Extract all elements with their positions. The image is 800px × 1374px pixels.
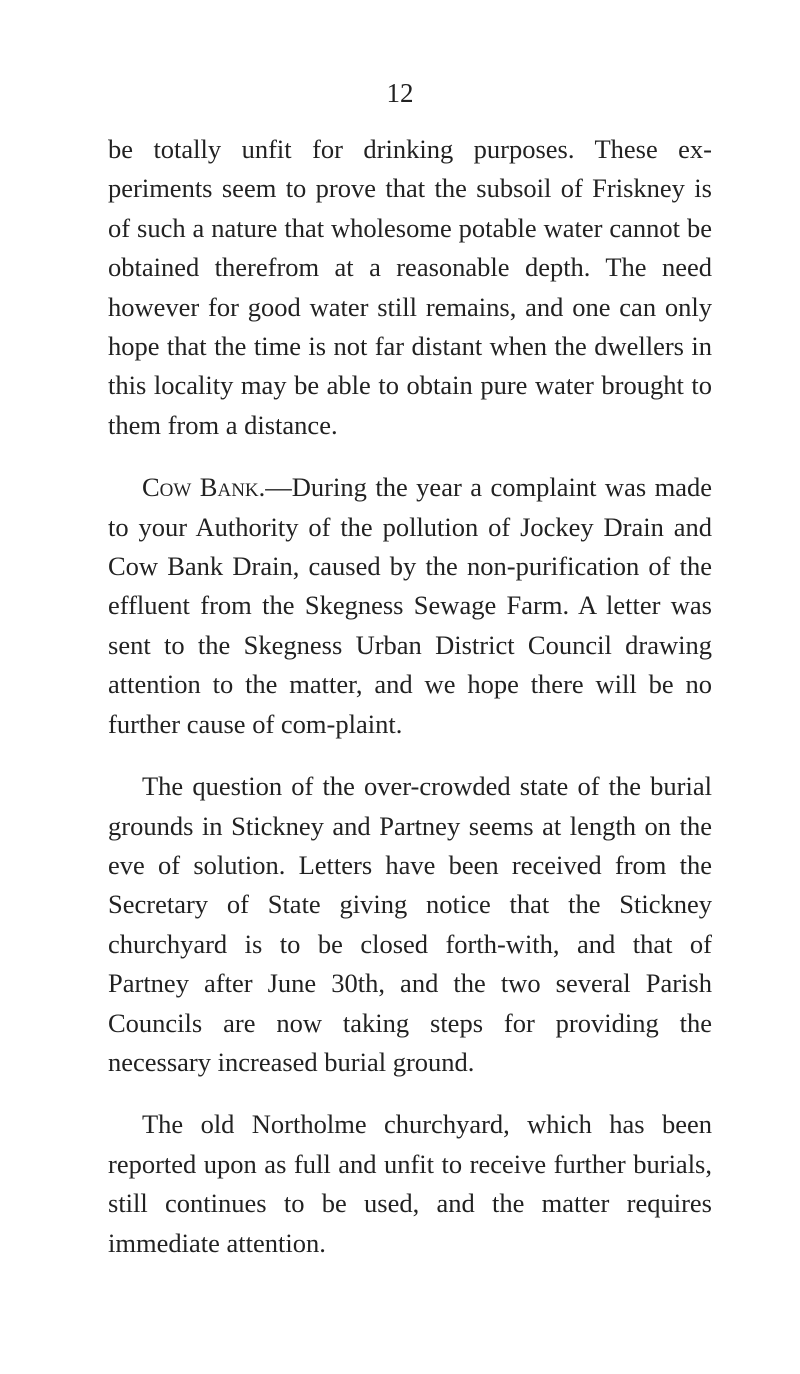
paragraph-cow-bank-text: —During the year a complaint was made to your Authority of the pollution of Jockey Drain and Cow Bank Drain, caused by the non-purification of the effluent from the Skegness Sewage Farm. A letter was sent to the Skegness Urban District Council drawing attention to the matter, and we hope there will be no further cause of com-plaint. (108, 472, 713, 739)
paragraph-burial-grounds: The question of the over-crowded state of the burial grounds in Stickney and Partney seems at length on the eve of solution. Letters have been received from the Secretary of State giving notice that the Stickney churchyard is to be closed forth-with, and that of Partney after June 30th, and the two several Parish Councils are now taking steps for providing the necessary increased burial ground. (108, 771, 712, 1077)
section-heading-cow-bank: Cow Bank. (142, 472, 266, 503)
paragraph-northolme-churchyard: The old Northolme churchyard, which has been reported upon as full and unfit to receive further burials, still continues to be used, and the matter requires immediate attention. (108, 1109, 712, 1258)
paragraph-cow-bank (108, 468, 712, 744)
page-number: 12 (386, 78, 414, 108)
body-text (108, 130, 712, 1263)
paragraph-drinking-water: be totally unfit for drinking purposes. These ex-periments seem to prove that the subsoil of Friskney is of such a nature that wholesome potable water cannot be obtained therefrom at a reasonable depth. The need however for good water still remains, and one can only hope that the time is not far distant when the dwellers in this locality may be able to obtain pure water brought to them from a distance. (108, 134, 712, 440)
